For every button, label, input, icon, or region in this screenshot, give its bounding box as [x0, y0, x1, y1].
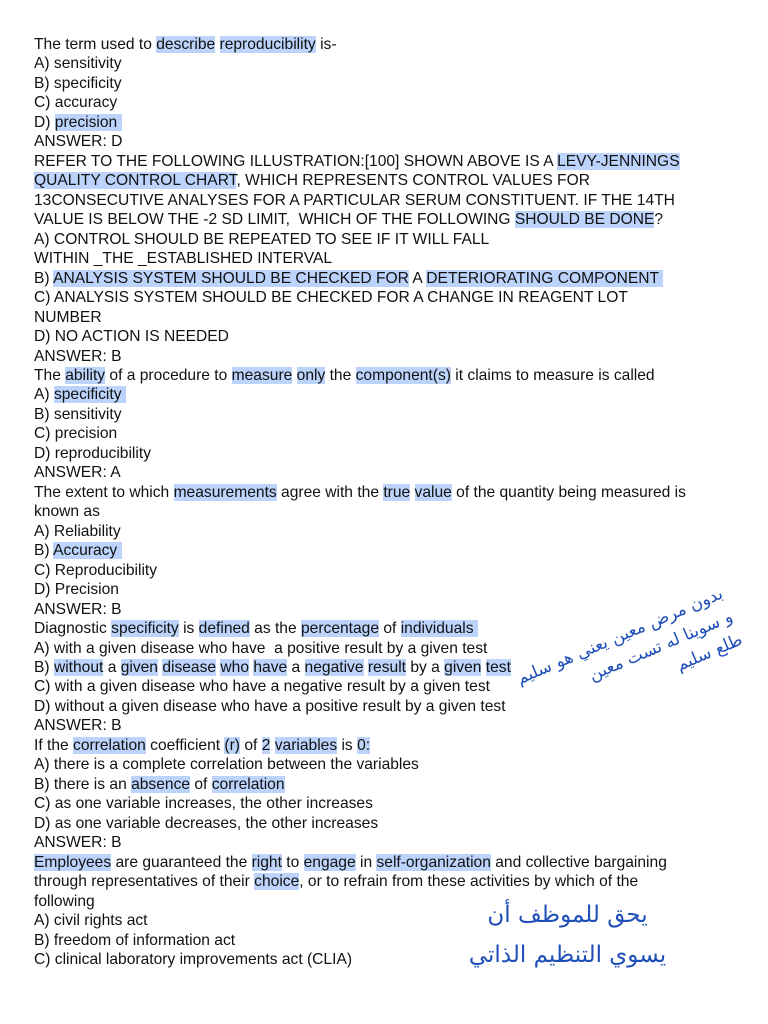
text-segment: A) sensitivity — [34, 55, 122, 73]
text-segment: ANSWER: B — [34, 834, 122, 852]
highlighted-text: correlation — [73, 736, 146, 754]
text-line — [34, 210, 734, 229]
text-segment: of the quantity being measured is — [451, 483, 686, 501]
text-line — [34, 249, 734, 268]
highlighted-text: disease — [162, 659, 217, 676]
text-segment: ? — [654, 211, 664, 229]
text-line — [34, 424, 734, 443]
text-segment: to — [281, 853, 304, 871]
text-segment: ANSWER: B — [34, 717, 122, 735]
highlighted-text: test — [485, 659, 511, 676]
text-segment: The extent to which — [34, 483, 174, 501]
highlighted-text: percentage — [301, 620, 380, 638]
highlighted-text: variables — [274, 736, 338, 754]
text-segment: A) with a given disease who have a positive result by a given test — [34, 639, 488, 657]
text-line — [34, 600, 734, 619]
highlighted-text: DETERIORATING COMPONENT — [426, 269, 664, 287]
text-line — [34, 502, 734, 521]
highlighted-text: describe — [156, 36, 216, 53]
text-line — [34, 444, 734, 463]
text-segment: as the — [249, 620, 301, 638]
text-line — [34, 716, 734, 735]
text-line — [34, 561, 734, 580]
text-segment: of — [240, 736, 262, 754]
text-segment: C) Reproducibility — [34, 561, 158, 579]
text-segment: A) — [34, 386, 54, 404]
text-segment: it claims to measure is called — [450, 366, 655, 384]
highlighted-text: who — [220, 659, 250, 676]
text-segment: coefficient — [145, 736, 225, 754]
text-segment: is- — [315, 36, 337, 53]
text-segment: is — [337, 736, 358, 754]
text-segment: If the — [34, 736, 74, 754]
text-segment: , WHICH REPRESENTS CONTROL VALUES FOR — [236, 172, 590, 190]
text-line — [34, 113, 734, 132]
text-segment: A — [408, 269, 427, 287]
text-segment: C) accuracy — [34, 94, 118, 112]
handwritten-note-specificity: بدون مرض معين يعني هو سليم و سوينا له تست معين طلع سليم — [513, 583, 746, 689]
text-line — [34, 775, 734, 794]
text-segment: C) as one variable increases, the other increases — [34, 795, 373, 813]
highlighted-text: precision — [54, 113, 122, 131]
text-line — [34, 580, 734, 599]
text-segment: D) reproducibility — [34, 444, 151, 462]
text-line — [34, 35, 734, 54]
text-segment: ANSWER: D — [34, 133, 123, 151]
text-line — [34, 385, 734, 404]
text-segment: B) sensitivity — [34, 405, 122, 423]
text-line — [34, 132, 734, 151]
highlighted-text: true — [383, 483, 411, 501]
highlighted-text: Employees — [34, 853, 112, 871]
text-segment: ANSWER: B — [34, 347, 122, 365]
text-line — [34, 463, 734, 482]
text-segment: A) civil rights act — [34, 912, 148, 930]
highlighted-text: ability — [65, 366, 106, 384]
text-segment: A) there is a complete correlation between the variables — [34, 756, 419, 774]
highlighted-text: without — [53, 659, 104, 676]
handwritten-note-self-organization: يحق للموظف أن يسوي التنظيم الذاتي — [468, 902, 667, 968]
text-line — [34, 755, 734, 774]
highlighted-text: SHOULD BE DONE — [514, 211, 655, 229]
highlighted-text: individuals — [400, 620, 478, 638]
text-segment: VALUE IS BELOW THE -2 SD LIMIT, WHICH OF THE FOLLOWING — [34, 211, 515, 229]
highlighted-text: ANALYSIS SYSTEM SHOULD BE CHECKED FOR — [53, 269, 409, 287]
text-segment: a — [287, 659, 305, 676]
text-line — [34, 74, 734, 93]
highlighted-text: value — [414, 483, 452, 501]
text-segment: ANSWER: A — [34, 464, 121, 482]
text-segment — [215, 36, 219, 53]
text-line — [34, 366, 734, 385]
text-segment: D) NO ACTION IS NEEDED — [34, 328, 229, 346]
text-line — [34, 853, 734, 872]
text-segment: B) freedom of information act — [34, 931, 236, 949]
text-segment: of — [190, 775, 212, 793]
text-line — [34, 288, 734, 307]
text-segment: D) Precision — [34, 581, 119, 599]
text-line — [34, 541, 734, 560]
highlighted-text: engage — [303, 853, 356, 871]
text-segment: C) with a given disease who have a negative result by a given test — [34, 678, 490, 696]
text-segment: of a procedure to — [105, 366, 232, 384]
text-segment: in — [355, 853, 377, 871]
text-segment: agree with the — [276, 483, 384, 501]
highlighted-text: choice — [254, 873, 300, 891]
text-line — [34, 833, 734, 852]
highlighted-text: have — [253, 659, 288, 676]
text-segment: 13CONSECUTIVE ANALYSES FOR A PARTICULAR SERUM CONSTITUENT. IF THE 14TH — [34, 191, 675, 209]
text-segment: REFER TO THE FOLLOWING ILLUSTRATION:[100] SHOWN ABOVE IS A — [34, 152, 558, 170]
highlighted-text: correlation — [211, 775, 285, 793]
highlighted-text: specificity — [53, 386, 126, 404]
highlighted-text: 0: — [357, 736, 371, 754]
text-segment: is — [178, 620, 199, 638]
text-line — [34, 93, 734, 112]
text-segment: by a — [406, 659, 445, 676]
highlighted-text: 2 — [261, 736, 271, 754]
text-segment: The term used to — [34, 36, 157, 53]
text-segment: are guaranteed the — [111, 853, 252, 871]
text-segment: B) specificity — [34, 74, 122, 92]
text-line — [34, 814, 734, 833]
text-segment: B) — [34, 659, 54, 676]
text-segment — [292, 367, 296, 384]
highlighted-text: Accuracy — [53, 542, 122, 560]
text-segment: WITHIN _THE _ESTABLISHED INTERVAL — [34, 250, 333, 268]
text-segment: and collective bargaining — [490, 853, 667, 871]
text-segment: D) — [34, 113, 55, 131]
text-segment: A) Reliability — [34, 522, 121, 540]
highlighted-text: only — [296, 366, 326, 384]
highlighted-text: absence — [131, 775, 191, 793]
text-segment: the — [325, 366, 356, 384]
text-segment: D) without a given disease who have a positive result by a given test — [34, 697, 506, 715]
highlighted-text: negative — [304, 659, 364, 676]
highlighted-text: defined — [198, 620, 250, 638]
highlighted-text: (r) — [224, 736, 241, 754]
text-line — [34, 171, 734, 190]
text-segment — [410, 484, 414, 501]
text-segment: known as — [34, 503, 100, 521]
text-line — [34, 54, 734, 73]
text-segment: Diagnostic — [34, 620, 112, 638]
text-line — [34, 736, 734, 755]
highlighted-text: measure — [231, 366, 293, 384]
text-line — [34, 522, 734, 541]
text-line — [34, 327, 734, 346]
text-line — [34, 794, 734, 813]
text-segment: B) — [34, 269, 54, 287]
text-line — [34, 269, 734, 288]
document-text — [34, 35, 734, 970]
highlighted-text: reproducibility — [219, 36, 316, 53]
text-line — [34, 483, 734, 502]
text-line — [34, 230, 734, 249]
text-segment: through representatives of their — [34, 873, 255, 891]
text-segment: B) there is an — [34, 775, 132, 793]
text-segment: D) as one variable decreases, the other increases — [34, 814, 379, 832]
highlighted-text: component(s) — [355, 366, 451, 384]
text-segment: C) ANALYSIS SYSTEM SHOULD BE CHECKED FOR A CHANGE IN REAGENT LOT — [34, 289, 628, 307]
text-segment: B) — [34, 542, 54, 560]
text-segment: C) precision — [34, 425, 118, 443]
text-line — [34, 405, 734, 424]
text-segment: A) CONTROL SHOULD BE REPEATED TO SEE IF IT WILL FALL — [34, 230, 490, 248]
text-segment: The — [34, 366, 66, 384]
text-segment: ANSWER: B — [34, 600, 122, 618]
highlighted-text: right — [251, 853, 282, 871]
text-line — [34, 152, 734, 171]
highlighted-text: specificity — [111, 620, 179, 638]
highlighted-text: given — [444, 659, 482, 676]
highlighted-text: result — [367, 659, 406, 676]
text-segment: a — [103, 659, 121, 676]
text-segment: following — [34, 892, 95, 910]
text-segment: of — [379, 620, 401, 638]
text-line — [34, 191, 734, 210]
text-segment: , or to refrain from these activities by which of the — [299, 873, 639, 891]
text-line — [34, 308, 734, 327]
text-line — [34, 872, 734, 891]
highlighted-text: QUALITY CONTROL CHART — [34, 172, 237, 190]
highlighted-text: measurements — [173, 483, 277, 501]
highlighted-text: given — [120, 659, 158, 676]
text-segment: NUMBER — [34, 308, 102, 326]
highlighted-text: self-organization — [376, 853, 491, 871]
text-line — [34, 347, 734, 366]
highlighted-text: LEVY-JENNINGS — [557, 152, 680, 170]
text-segment: C) clinical laboratory improvements act (CLIA) — [34, 951, 353, 969]
